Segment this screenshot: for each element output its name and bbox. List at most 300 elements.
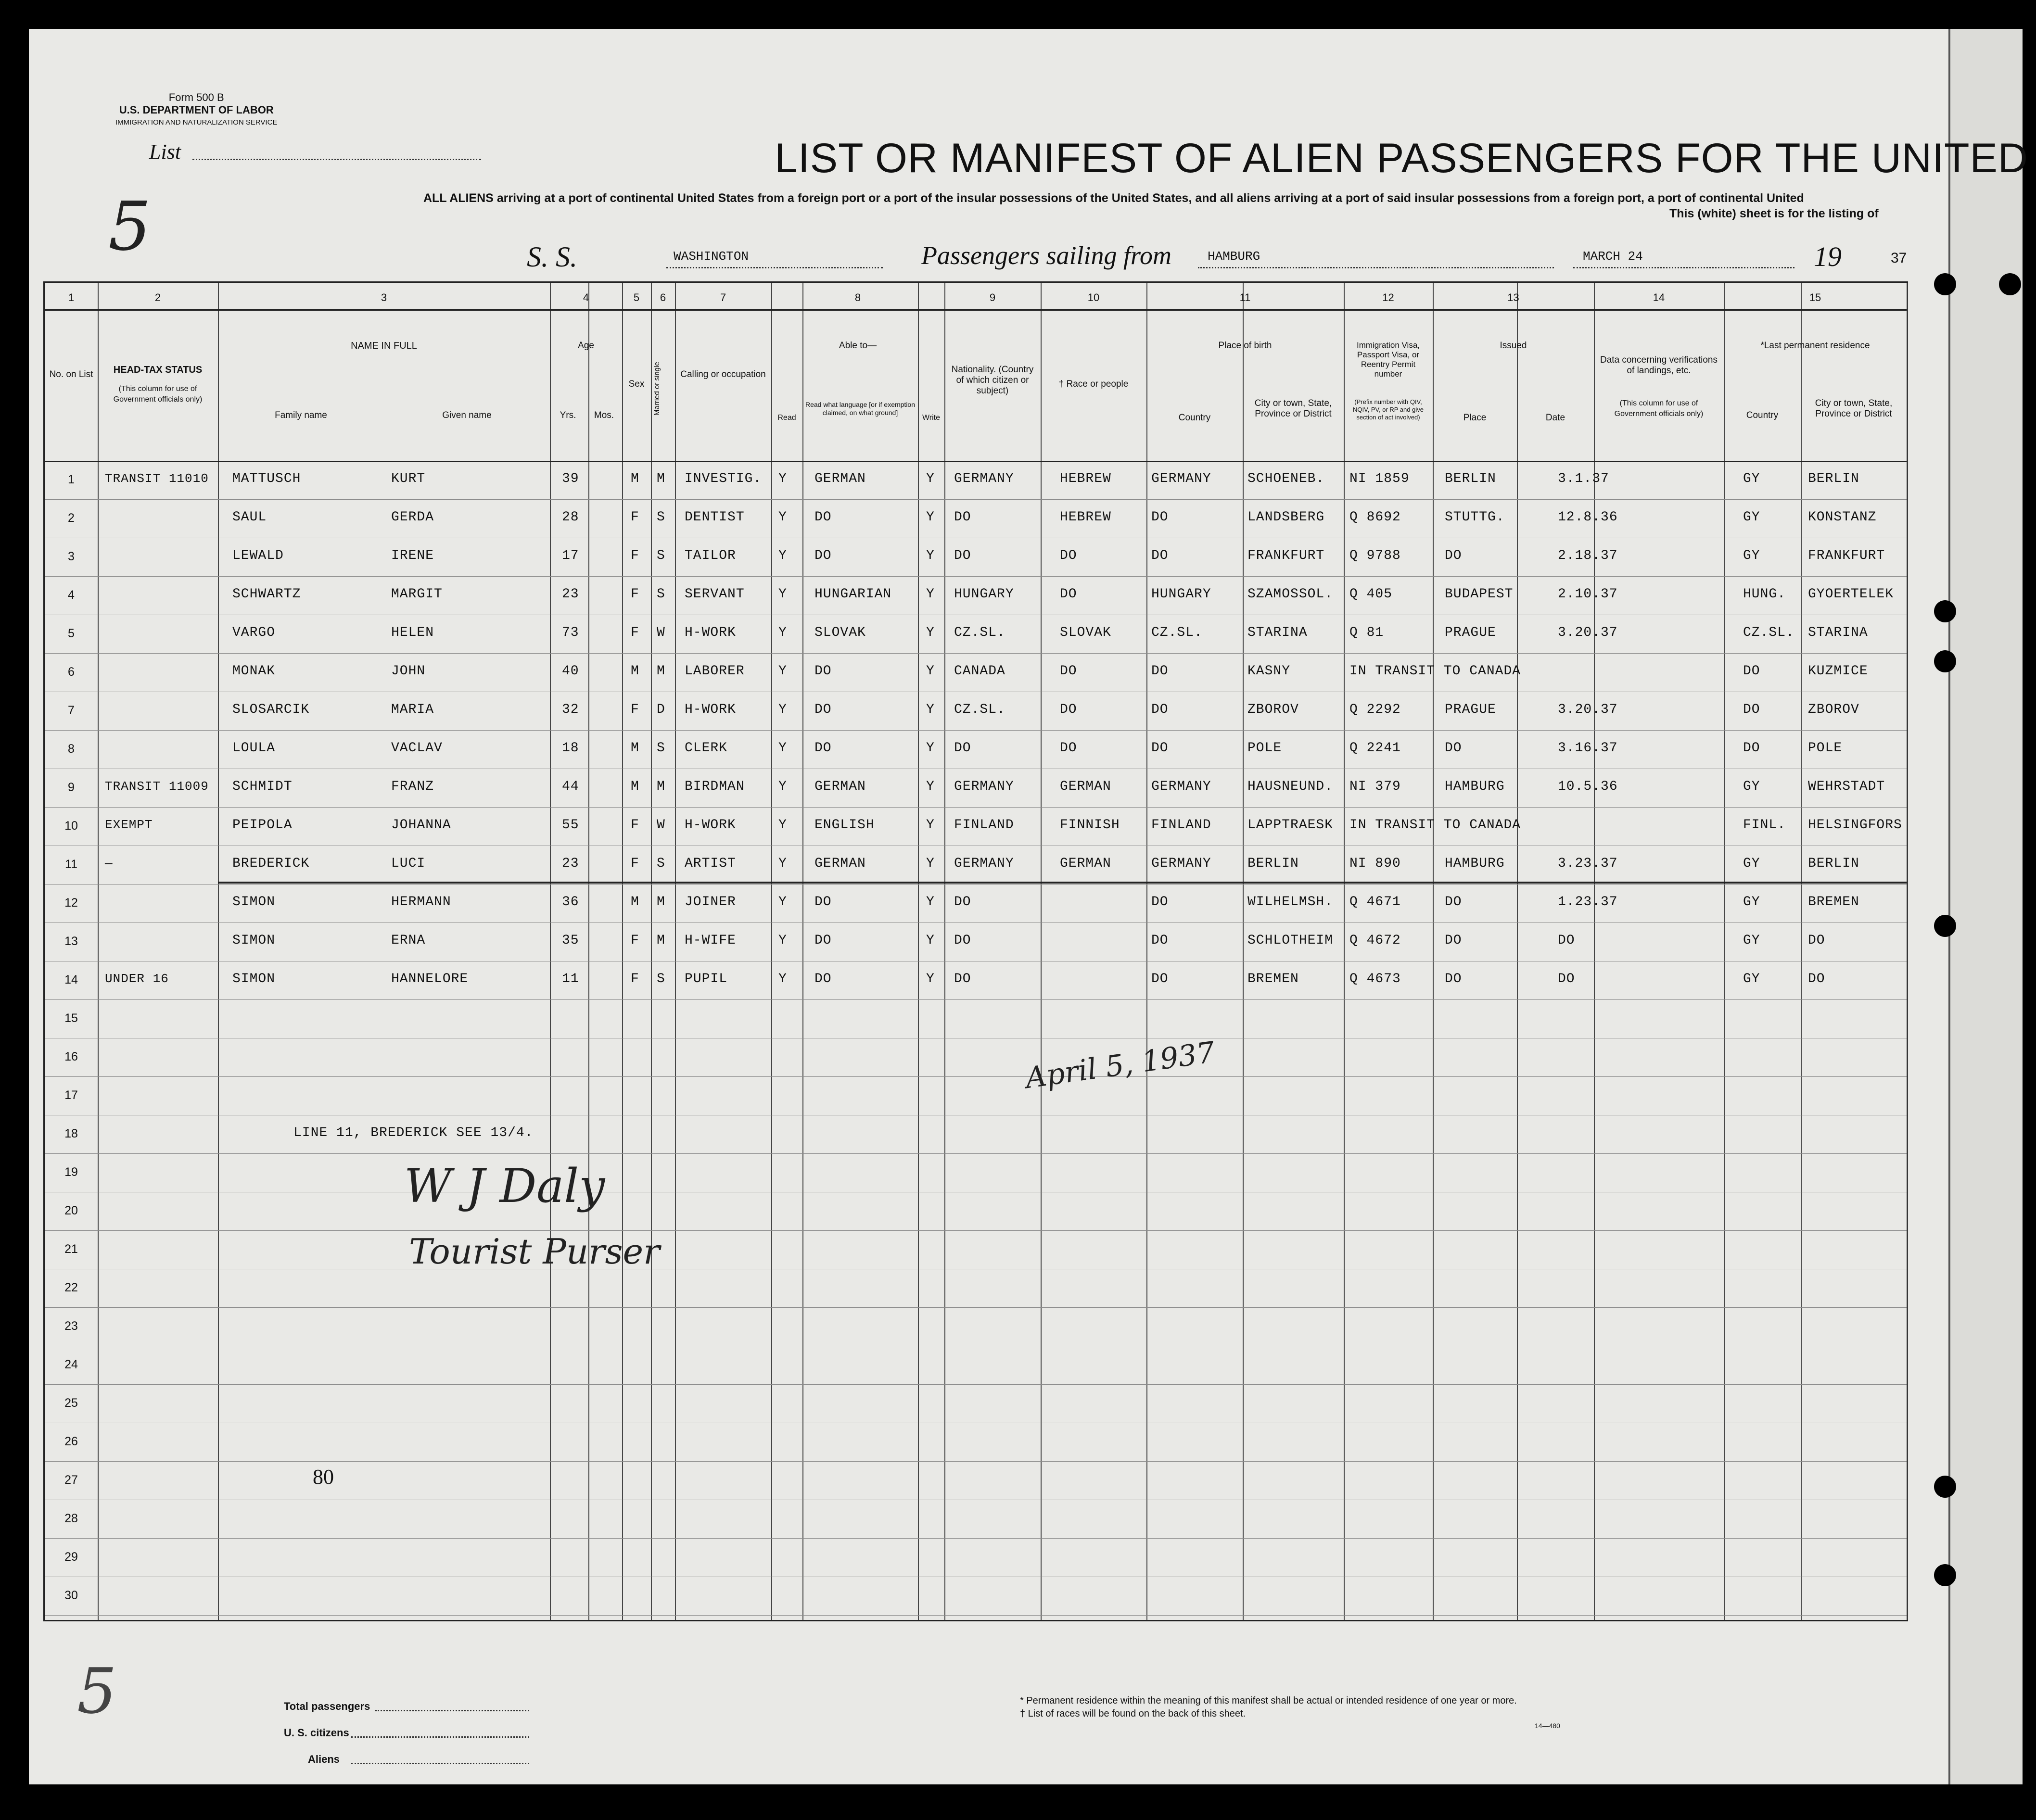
port-line <box>1198 267 1554 268</box>
cell-res-country: GY <box>1743 471 1760 486</box>
header-birth-country: Country <box>1178 413 1211 423</box>
ship-line <box>666 267 883 268</box>
cell-res-city: POLE <box>1808 741 1843 756</box>
cell-language: DO <box>814 972 832 986</box>
cell-issued-date: 2.10.37 <box>1558 587 1618 602</box>
header-issued-date: Date <box>1545 413 1565 423</box>
cell-race: DO <box>1060 741 1077 756</box>
cell-age: 23 <box>562 587 579 602</box>
cell-family: SCHMIDT <box>232 779 293 794</box>
cell-age: 11 <box>562 972 579 986</box>
row-number: 21 <box>64 1242 78 1256</box>
cell-birth-city: ZBOROV <box>1247 702 1299 717</box>
header-birth-city: City or town, State, Province or District <box>1254 398 1332 419</box>
cell-marital: S <box>657 587 665 602</box>
footer-form-code: 14—480 <box>1535 1722 1560 1730</box>
cell-write: Y <box>926 625 935 640</box>
header-head-tax: HEAD-TAX STATUS <box>113 365 203 375</box>
cell-occupation: TAILOR <box>685 548 736 563</box>
cell-sex: M <box>631 471 639 486</box>
header-mos: Mos. <box>594 410 614 420</box>
cell-issued-date: 1.23.37 <box>1558 895 1618 910</box>
col-divider <box>1907 283 1908 1620</box>
cell-res-city: WEHRSTADT <box>1808 779 1885 794</box>
cell-write: Y <box>926 664 935 679</box>
cell-family: SIMON <box>232 933 276 948</box>
cell-family: SIMON <box>232 895 276 910</box>
cell-occupation: H-WIFE <box>685 933 736 948</box>
cell-age: 40 <box>562 664 579 679</box>
cell-visa: Q 4673 <box>1349 972 1401 986</box>
cell-occupation: PUPIL <box>685 972 728 986</box>
header-no-on-list: No. on List <box>49 369 93 379</box>
cell-issued-place: PRAGUE <box>1445 702 1496 717</box>
cell-given: FRANZ <box>391 779 434 794</box>
cell-occupation: JOINER <box>685 895 736 910</box>
header-place-of-birth: Place of birth <box>1218 341 1272 351</box>
cell-res-country: GY <box>1743 895 1760 910</box>
punch-hole <box>1934 1476 1956 1498</box>
cell-visa: Q 8692 <box>1349 510 1401 525</box>
list-label: List <box>149 140 181 164</box>
cell-birth-country: DO <box>1151 510 1169 525</box>
row-number: 20 <box>64 1204 78 1217</box>
cell-birth-city: STARINA <box>1247 625 1308 640</box>
header-issued-place: Place <box>1463 413 1487 423</box>
cell-write: Y <box>926 510 935 525</box>
cell-occupation: H-WORK <box>685 625 736 640</box>
cell-language: GERMAN <box>814 471 866 486</box>
cell-write: Y <box>926 471 935 486</box>
row-number: 12 <box>64 896 78 910</box>
row-number: 24 <box>64 1358 78 1371</box>
column-number: 6 <box>660 291 666 303</box>
cell-language: ENGLISH <box>814 818 875 833</box>
header-name-in-full: NAME IN FULL <box>351 341 417 351</box>
row-number: 6 <box>68 665 75 679</box>
row-number: 13 <box>64 935 78 948</box>
cell-read: Y <box>778 625 787 640</box>
row-number: 17 <box>64 1088 78 1102</box>
cell-read: Y <box>778 818 787 833</box>
cell-marital: M <box>657 895 665 910</box>
cell-language: DO <box>814 895 832 910</box>
cell-birth-city: SZAMOSSOL. <box>1247 587 1334 602</box>
cell-visa: Q 2241 <box>1349 741 1401 756</box>
column-number: 10 <box>1087 291 1100 303</box>
cell-language: GERMAN <box>814 779 866 794</box>
cell-res-city: FRANKFURT <box>1808 548 1885 563</box>
cell-age: 35 <box>562 933 579 948</box>
cell-write: Y <box>926 548 935 563</box>
cell-birth-country: DO <box>1151 664 1169 679</box>
cell-nationality: HUNGARY <box>954 587 1014 602</box>
row-number: 23 <box>64 1319 78 1333</box>
row-number: 16 <box>64 1050 78 1063</box>
row-number: 14 <box>64 973 78 986</box>
cell-age: 17 <box>562 548 579 563</box>
cell-visa: NI 890 <box>1349 856 1401 871</box>
cell-head-tax: TRANSIT 11010 <box>105 471 209 486</box>
strikethrough-line-11 <box>218 882 1907 884</box>
department-name: U.S. DEPARTMENT OF LABOR <box>119 104 274 116</box>
cell-read: Y <box>778 702 787 717</box>
cell-birth-country: DO <box>1151 895 1169 910</box>
cell-family: SCHWARTZ <box>232 587 301 602</box>
cell-family: BREDERICK <box>232 856 310 871</box>
row-rule <box>45 1307 1907 1308</box>
column-number: 8 <box>854 291 861 303</box>
column-number: 2 <box>154 291 161 303</box>
cell-marital: W <box>657 818 665 833</box>
cell-res-country: HUNG. <box>1743 587 1786 602</box>
footer-total-passengers: Total passengers <box>284 1700 370 1712</box>
row-number: 15 <box>64 1011 78 1025</box>
cell-res-city: HELSINGFORS <box>1808 818 1902 833</box>
cell-birth-city: FRANKFURT <box>1247 548 1325 563</box>
cell-res-city: DO <box>1808 972 1825 986</box>
row-number: 9 <box>68 781 75 794</box>
cell-given: ERNA <box>391 933 426 948</box>
cell-head-tax: UNDER 16 <box>105 972 169 986</box>
form-header-block <box>115 91 277 129</box>
column-number: 4 <box>583 291 589 303</box>
footer-note-residence: * Permanent residence within the meaning of this manifest shall be actual or intended residence of one year or more. <box>1020 1695 1517 1706</box>
cell-race: HEBREW <box>1060 510 1111 525</box>
year-value: 37 <box>1891 250 1907 266</box>
cell-marital: M <box>657 471 665 486</box>
cell-sex: F <box>631 548 639 563</box>
footer-note-races: † List of races will be found on the back of this sheet. <box>1020 1708 1246 1719</box>
header-visa: Immigration Visa, Passport Visa, or Reentry Permit number <box>1356 341 1420 379</box>
cell-birth-city: HAUSNEUND. <box>1247 779 1334 794</box>
row-number: 3 <box>68 550 75 563</box>
header-given-name: Given name <box>442 410 492 420</box>
row-rule <box>45 576 1907 577</box>
header-calling: Calling or occupation <box>680 369 766 379</box>
col-divider <box>1724 283 1725 1620</box>
cell-birth-city: BERLIN <box>1247 856 1299 871</box>
cell-write: Y <box>926 818 935 833</box>
cell-birth-country: HUNGARY <box>1151 587 1211 602</box>
cell-res-city: KONSTANZ <box>1808 510 1877 525</box>
cell-birth-country: GERMANY <box>1151 856 1211 871</box>
cell-sex: M <box>631 779 639 794</box>
cell-res-city: GYOERTELEK <box>1808 587 1894 602</box>
row-rule <box>45 1538 1907 1539</box>
cell-race: DO <box>1060 548 1077 563</box>
col-divider <box>918 283 919 1620</box>
cell-read: Y <box>778 779 787 794</box>
cell-marital: S <box>657 972 665 986</box>
cell-marital: S <box>657 510 665 525</box>
row-number: 1 <box>68 473 75 486</box>
cell-sex: F <box>631 933 639 948</box>
page-subtitle-2: This (white) sheet is for the listing of <box>1669 207 1879 220</box>
column-number: 12 <box>1382 291 1394 303</box>
form-number: Form 500 B <box>168 91 224 103</box>
cell-sex: F <box>631 818 639 833</box>
row-number: 30 <box>64 1589 78 1602</box>
cell-res-city: ZBOROV <box>1808 702 1859 717</box>
cell-sex: F <box>631 972 639 986</box>
ss-label: S. S. <box>527 241 577 273</box>
cell-res-country: GY <box>1743 856 1760 871</box>
punch-hole <box>1934 1564 1956 1586</box>
cell-given: MARIA <box>391 702 434 717</box>
cell-res-country: GY <box>1743 779 1760 794</box>
cell-sex: F <box>631 587 639 602</box>
cell-issued-place: DO <box>1445 548 1462 563</box>
cell-language: GERMAN <box>814 856 866 871</box>
cell-race: FINNISH <box>1060 818 1120 833</box>
cell-birth-country: DO <box>1151 548 1169 563</box>
header-age: Age <box>578 341 594 351</box>
port-name: HAMBURG <box>1208 249 1260 264</box>
cell-age: 39 <box>562 471 579 486</box>
col-divider <box>1801 283 1802 1620</box>
line-11-note: LINE 11, BREDERICK SEE 13/4. <box>293 1125 534 1140</box>
cell-birth-country: DO <box>1151 972 1169 986</box>
cell-read: Y <box>778 741 787 756</box>
col-divider <box>218 283 219 1620</box>
cell-occupation: BIRDMAN <box>685 779 745 794</box>
cell-age: 36 <box>562 895 579 910</box>
cell-res-country: DO <box>1743 702 1760 717</box>
header-rule <box>45 309 1907 311</box>
cell-write: Y <box>926 741 935 756</box>
manifest-table <box>43 281 1908 1621</box>
cell-res-city: STARINA <box>1808 625 1868 640</box>
header-race: † Race or people <box>1058 379 1129 389</box>
row-number: 4 <box>68 588 75 602</box>
cell-birth-city: WILHELMSH. <box>1247 895 1334 910</box>
cell-read: Y <box>778 587 787 602</box>
cell-sex: M <box>631 664 639 679</box>
row-number: 5 <box>68 627 75 640</box>
row-number: 28 <box>64 1512 78 1525</box>
header-sex: Sex <box>628 379 645 389</box>
row-number: 25 <box>64 1396 78 1410</box>
cell-read: Y <box>778 972 787 986</box>
handwritten-date: April 5, 1937 <box>1023 1035 1217 1096</box>
header-married: Married or single <box>653 362 661 416</box>
punch-hole <box>1999 273 2021 295</box>
row-rule <box>45 1076 1907 1077</box>
col-divider <box>1433 283 1434 1620</box>
col-divider <box>771 283 772 1620</box>
cell-issued-place: PRAGUE <box>1445 625 1496 640</box>
cell-res-country: CZ.SL. <box>1743 625 1794 640</box>
cell-age: 18 <box>562 741 579 756</box>
header-read-language: Read what language [or if exemption claimed, on what ground] <box>805 401 916 417</box>
header-family-name: Family name <box>275 410 327 420</box>
cell-issued-place: DO <box>1445 895 1462 910</box>
footer-line <box>351 1763 529 1764</box>
cell-given: HANNELORE <box>391 972 469 986</box>
row-number: 10 <box>64 819 78 833</box>
cell-language: DO <box>814 933 832 948</box>
header-res-country: Country <box>1746 410 1779 420</box>
cell-sex: F <box>631 702 639 717</box>
col-divider <box>622 283 623 1620</box>
cell-marital: M <box>657 664 665 679</box>
cell-nationality: DO <box>954 548 971 563</box>
col-divider <box>802 283 803 1620</box>
cell-birth-country: DO <box>1151 933 1169 948</box>
header-yrs: Yrs. <box>560 410 576 420</box>
cell-res-city: KUZMICE <box>1808 664 1868 679</box>
header-write: Write <box>922 414 941 422</box>
row-rule <box>45 1230 1907 1231</box>
cell-birth-country: GERMANY <box>1151 471 1211 486</box>
row-rule <box>45 653 1907 654</box>
col-divider <box>1243 283 1244 1620</box>
cell-res-country: GY <box>1743 548 1760 563</box>
cell-nationality: DO <box>954 972 971 986</box>
cell-visa: NI 1859 <box>1349 471 1410 486</box>
header-res-city: City or town, State, Province or District <box>1815 398 1893 419</box>
cell-head-tax: EXEMPT <box>105 818 153 832</box>
col-divider <box>651 283 652 1620</box>
purser-title: Tourist Purser <box>409 1231 660 1272</box>
cell-marital: M <box>657 933 665 948</box>
cell-race: HEBREW <box>1060 471 1111 486</box>
col-divider <box>1146 283 1147 1620</box>
column-number: 3 <box>381 291 387 303</box>
cell-family: MATTUSCH <box>232 471 301 486</box>
cell-given: GERDA <box>391 510 434 525</box>
cell-read: Y <box>778 933 787 948</box>
list-number-handwritten: 5 <box>108 188 152 266</box>
column-number: 15 <box>1809 291 1821 303</box>
column-number: 7 <box>720 291 726 303</box>
cell-nationality: DO <box>954 895 971 910</box>
row-number: 18 <box>64 1127 78 1140</box>
header-head-tax-note: (This column for use of Government officials only) <box>113 385 203 404</box>
cell-sex: M <box>631 895 639 910</box>
cell-visa: NI 379 <box>1349 779 1401 794</box>
cell-res-city: BERLIN <box>1808 471 1859 486</box>
cell-language: HUNGARIAN <box>814 587 892 602</box>
sailing-date: MARCH 24 <box>1583 249 1643 264</box>
footer-line <box>375 1710 529 1711</box>
ship-name: WASHINGTON <box>674 249 749 264</box>
header-visa-note: (Prefix number with QIV, NQIV, PV, or RP and give section of act involved) <box>1353 398 1424 421</box>
cell-read: Y <box>778 856 787 871</box>
cell-given: JOHN <box>391 664 426 679</box>
cell-marital: M <box>657 779 665 794</box>
cell-issued-place: DO <box>1445 933 1462 948</box>
row-number: 29 <box>64 1550 78 1564</box>
cell-given: HERMANN <box>391 895 451 910</box>
header-able-to: Able to— <box>839 341 877 351</box>
cell-nationality: DO <box>954 510 971 525</box>
cell-visa: Q 4671 <box>1349 895 1401 910</box>
col-divider <box>675 283 676 1620</box>
cell-issued-date: 10.5.36 <box>1558 779 1618 794</box>
col-divider <box>1344 283 1345 1620</box>
cell-issued-place: DO <box>1445 972 1462 986</box>
row-number: 2 <box>68 511 75 525</box>
cell-age: 32 <box>562 702 579 717</box>
header-landing-data: Data concerning verifications of landings, etc. <box>1600 355 1718 376</box>
cell-nationality: CZ.SL. <box>954 625 1005 640</box>
cell-nationality: DO <box>954 933 971 948</box>
cell-write: Y <box>926 856 935 871</box>
row-rule <box>45 884 1907 885</box>
row-rule <box>45 730 1907 731</box>
cell-race: SLOVAK <box>1060 625 1111 640</box>
cell-issued-date: 3.20.37 <box>1558 625 1618 640</box>
cell-sex: F <box>631 625 639 640</box>
cell-write: Y <box>926 779 935 794</box>
row-rule <box>45 1615 1907 1616</box>
cell-res-city: BERLIN <box>1808 856 1859 871</box>
punch-hole <box>1934 650 1956 672</box>
cell-nationality: GERMANY <box>954 471 1014 486</box>
date-line <box>1573 267 1794 268</box>
cell-marital: D <box>657 702 665 717</box>
cell-nationality: FINLAND <box>954 818 1014 833</box>
page-subtitle: ALL ALIENS arriving at a port of continental United States from a foreign port or a port of the insular possessions of the United States, and all aliens arriving at a port of said insular possessions from a foreign port, a port of continental United <box>423 191 1804 205</box>
cell-language: DO <box>814 510 832 525</box>
cell-language: DO <box>814 664 832 679</box>
col-divider <box>588 283 589 1620</box>
cell-issued-date: 2.18.37 <box>1558 548 1618 563</box>
cell-birth-country: FINLAND <box>1151 818 1211 833</box>
cell-res-city: BREMEN <box>1808 895 1859 910</box>
purser-signature: W J Daly <box>404 1159 605 1213</box>
cell-occupation: CLERK <box>685 741 728 756</box>
cell-birth-city: BREMEN <box>1247 972 1299 986</box>
row-rule <box>45 999 1907 1000</box>
cell-birth-city: LAPPTRAESK <box>1247 818 1334 833</box>
cell-res-country: GY <box>1743 510 1760 525</box>
cell-marital: S <box>657 548 665 563</box>
cell-race: DO <box>1060 587 1077 602</box>
column-number: 13 <box>1507 291 1519 303</box>
cell-sex: F <box>631 856 639 871</box>
cell-given: MARGIT <box>391 587 443 602</box>
column-number: 1 <box>68 291 75 303</box>
cell-given: VACLAV <box>391 741 443 756</box>
row-rule <box>45 807 1907 808</box>
cell-nationality: DO <box>954 741 971 756</box>
cell-write: Y <box>926 587 935 602</box>
cell-nationality: CZ.SL. <box>954 702 1005 717</box>
header-rule <box>45 461 1907 462</box>
cell-issued-place: STUTTG. <box>1445 510 1505 525</box>
cell-family: MONAK <box>232 664 276 679</box>
cell-age: 73 <box>562 625 579 640</box>
cell-birth-city: SCHLOTHEIM <box>1247 933 1334 948</box>
cell-birth-country: DO <box>1151 741 1169 756</box>
cell-age: 44 <box>562 779 579 794</box>
cell-occupation: ARTIST <box>685 856 736 871</box>
row-rule <box>45 1153 1907 1154</box>
cell-visa: IN TRANSIT TO CANADA <box>1349 818 1521 833</box>
cell-given: HELEN <box>391 625 434 640</box>
cell-nationality: GERMANY <box>954 779 1014 794</box>
cell-birth-city: POLE <box>1247 741 1282 756</box>
col-divider <box>944 283 945 1620</box>
sailing-label: Passengers sailing from <box>921 241 1172 270</box>
cell-issued-place: BERLIN <box>1445 471 1496 486</box>
cell-family: LEWALD <box>232 548 284 563</box>
cell-issued-place: HAMBURG <box>1445 779 1505 794</box>
cell-issued-place: DO <box>1445 741 1462 756</box>
